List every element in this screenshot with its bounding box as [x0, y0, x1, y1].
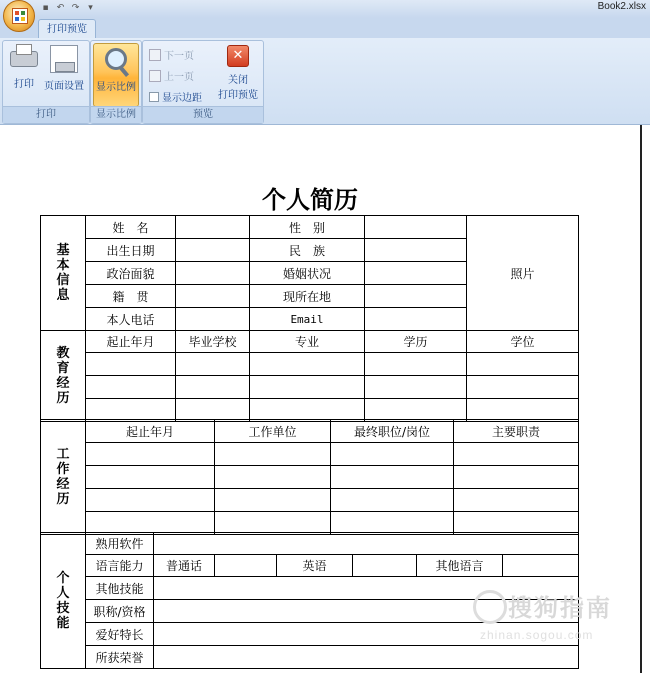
show-margins-checkbox[interactable]: [149, 89, 202, 104]
undo-icon[interactable]: ↶: [56, 2, 65, 13]
print-group-label: 打印: [3, 106, 89, 123]
label-title-cert: 职称/资格: [86, 600, 154, 623]
next-page-button[interactable]: [149, 47, 194, 62]
office-logo-icon: [12, 8, 28, 24]
quick-access-toolbar: [40, 1, 96, 15]
work-header: 起止年月: [86, 420, 215, 443]
edu-header: 毕业学校: [176, 331, 250, 353]
table-cell[interactable]: [467, 376, 579, 399]
page-setup-icon: [50, 45, 78, 73]
label-political: 政治面貌: [86, 262, 176, 285]
table-cell[interactable]: [86, 489, 215, 512]
edu-header: 专业: [250, 331, 365, 353]
label-phone: 本人电话: [86, 308, 176, 331]
section-work: 工 作 经 历: [41, 420, 86, 535]
edu-header: 学位: [467, 331, 579, 353]
page-edge: [640, 125, 642, 673]
window-title: Book2.xlsx: [597, 1, 646, 12]
work-header: 主要职责: [454, 420, 579, 443]
table-cell[interactable]: [365, 376, 467, 399]
table-cell[interactable]: [86, 443, 215, 466]
label-honors: 所获荣誉: [86, 646, 154, 669]
watermark-text: 搜狗指南: [508, 594, 612, 622]
close-print-preview-button[interactable]: [215, 45, 261, 101]
photo-cell[interactable]: 照片: [467, 216, 579, 331]
cell-gender[interactable]: [365, 216, 467, 239]
label-ethnicity: 民 族: [250, 239, 365, 262]
label-other-language: 其他语言: [417, 555, 503, 577]
label-other-skills: 其他技能: [86, 577, 154, 600]
cell-english[interactable]: [353, 555, 417, 577]
ribbon: [0, 38, 650, 125]
print-label: 打印: [14, 79, 34, 90]
label-language: 语言能力: [86, 555, 154, 577]
customize-qat-icon[interactable]: ▾: [88, 2, 93, 13]
magnifier-icon: [105, 48, 127, 70]
table-cell[interactable]: [331, 443, 454, 466]
table-cell[interactable]: [250, 353, 365, 376]
section-basic-info: 基 本 信 息: [41, 216, 86, 331]
table-cell[interactable]: [176, 353, 250, 376]
table-row: [41, 466, 579, 489]
zoom-button[interactable]: [93, 43, 139, 107]
preview-group-label: 预览: [143, 106, 263, 123]
preview-group: [142, 40, 264, 124]
table-row: [41, 443, 579, 466]
table-cell[interactable]: [176, 376, 250, 399]
table-row: [41, 489, 579, 512]
close-label: 关闭: [228, 75, 248, 86]
work-header: 最终职位/岗位: [331, 420, 454, 443]
work-table: [40, 419, 579, 535]
table-cell[interactable]: [331, 489, 454, 512]
print-button[interactable]: [7, 45, 41, 90]
watermark-url: zhinan.sogou.com: [480, 628, 594, 642]
print-preview-label: 打印预览: [218, 90, 258, 101]
office-button[interactable]: [3, 0, 35, 32]
label-email: Email: [250, 308, 365, 331]
label-residence: 现所在地: [250, 285, 365, 308]
show-margins-label: 显示边距: [162, 93, 202, 104]
edu-header: 起止年月: [86, 331, 176, 353]
ribbon-tab-row: [0, 18, 650, 38]
label-origin: 籍 贯: [86, 285, 176, 308]
cell-honors[interactable]: [154, 646, 579, 669]
table-cell[interactable]: [215, 443, 331, 466]
cell-phone[interactable]: [176, 308, 250, 331]
table-cell[interactable]: [454, 443, 579, 466]
next-page-icon: [149, 49, 161, 61]
page-setup-button[interactable]: [41, 45, 87, 92]
cell-residence[interactable]: [365, 285, 467, 308]
work-header: 工作单位: [215, 420, 331, 443]
cell-ethnicity[interactable]: [365, 239, 467, 262]
label-english: 英语: [277, 555, 353, 577]
table-row: [41, 376, 579, 399]
table-cell[interactable]: [215, 466, 331, 489]
table-cell[interactable]: [331, 466, 454, 489]
section-skills: 个 人 技 能: [41, 533, 86, 669]
print-group: [2, 40, 90, 124]
table-cell[interactable]: [454, 489, 579, 512]
table-cell[interactable]: [86, 353, 176, 376]
redo-icon[interactable]: ↷: [71, 2, 80, 13]
label-hobbies: 爱好特长: [86, 623, 154, 646]
cell-birth[interactable]: [176, 239, 250, 262]
tab-print-preview[interactable]: 打印预览: [38, 19, 96, 39]
page-setup-label: 页面设置: [44, 81, 84, 92]
section-education: 教 育 经 历: [41, 331, 86, 422]
cell-email[interactable]: [365, 308, 467, 331]
table-cell[interactable]: [86, 466, 215, 489]
edu-header: 学历: [365, 331, 467, 353]
resume-title: 个人简历: [262, 185, 358, 214]
zoom-group: [90, 40, 142, 124]
label-birth: 出生日期: [86, 239, 176, 262]
zoom-label: 显示比例: [96, 82, 136, 93]
zoom-group-label: 显示比例: [91, 106, 141, 123]
close-icon: ✕: [227, 45, 249, 67]
next-page-label: 下一页: [164, 51, 194, 62]
label-software: 熟用软件: [86, 533, 154, 555]
table-cell[interactable]: [250, 376, 365, 399]
save-icon[interactable]: ▪: [42, 2, 49, 13]
previous-page-icon: [149, 70, 161, 82]
watermark-logo-icon: [473, 590, 507, 624]
label-marital: 婚姻状况: [250, 262, 365, 285]
table-cell[interactable]: [86, 376, 176, 399]
label-gender: 性 别: [250, 216, 365, 239]
cell-political[interactable]: [176, 262, 250, 285]
cell-name[interactable]: [176, 216, 250, 239]
cell-software[interactable]: [154, 533, 579, 555]
checkbox-icon: [149, 92, 159, 102]
cell-origin[interactable]: [176, 285, 250, 308]
label-name: 姓 名: [86, 216, 176, 239]
printer-icon: [10, 51, 38, 67]
table-cell[interactable]: [365, 353, 467, 376]
cell-marital[interactable]: [365, 262, 467, 285]
table-row: [41, 353, 579, 376]
cell-other-language[interactable]: [503, 555, 579, 577]
table-cell[interactable]: [215, 489, 331, 512]
cell-mandarin[interactable]: [215, 555, 277, 577]
table-cell[interactable]: [454, 466, 579, 489]
label-mandarin: 普通话: [154, 555, 215, 577]
table-cell[interactable]: [467, 353, 579, 376]
previous-page-label: 上一页: [164, 72, 194, 83]
resume-table-top: [40, 215, 579, 422]
previous-page-button[interactable]: [149, 68, 194, 83]
title-bar: [0, 0, 650, 19]
